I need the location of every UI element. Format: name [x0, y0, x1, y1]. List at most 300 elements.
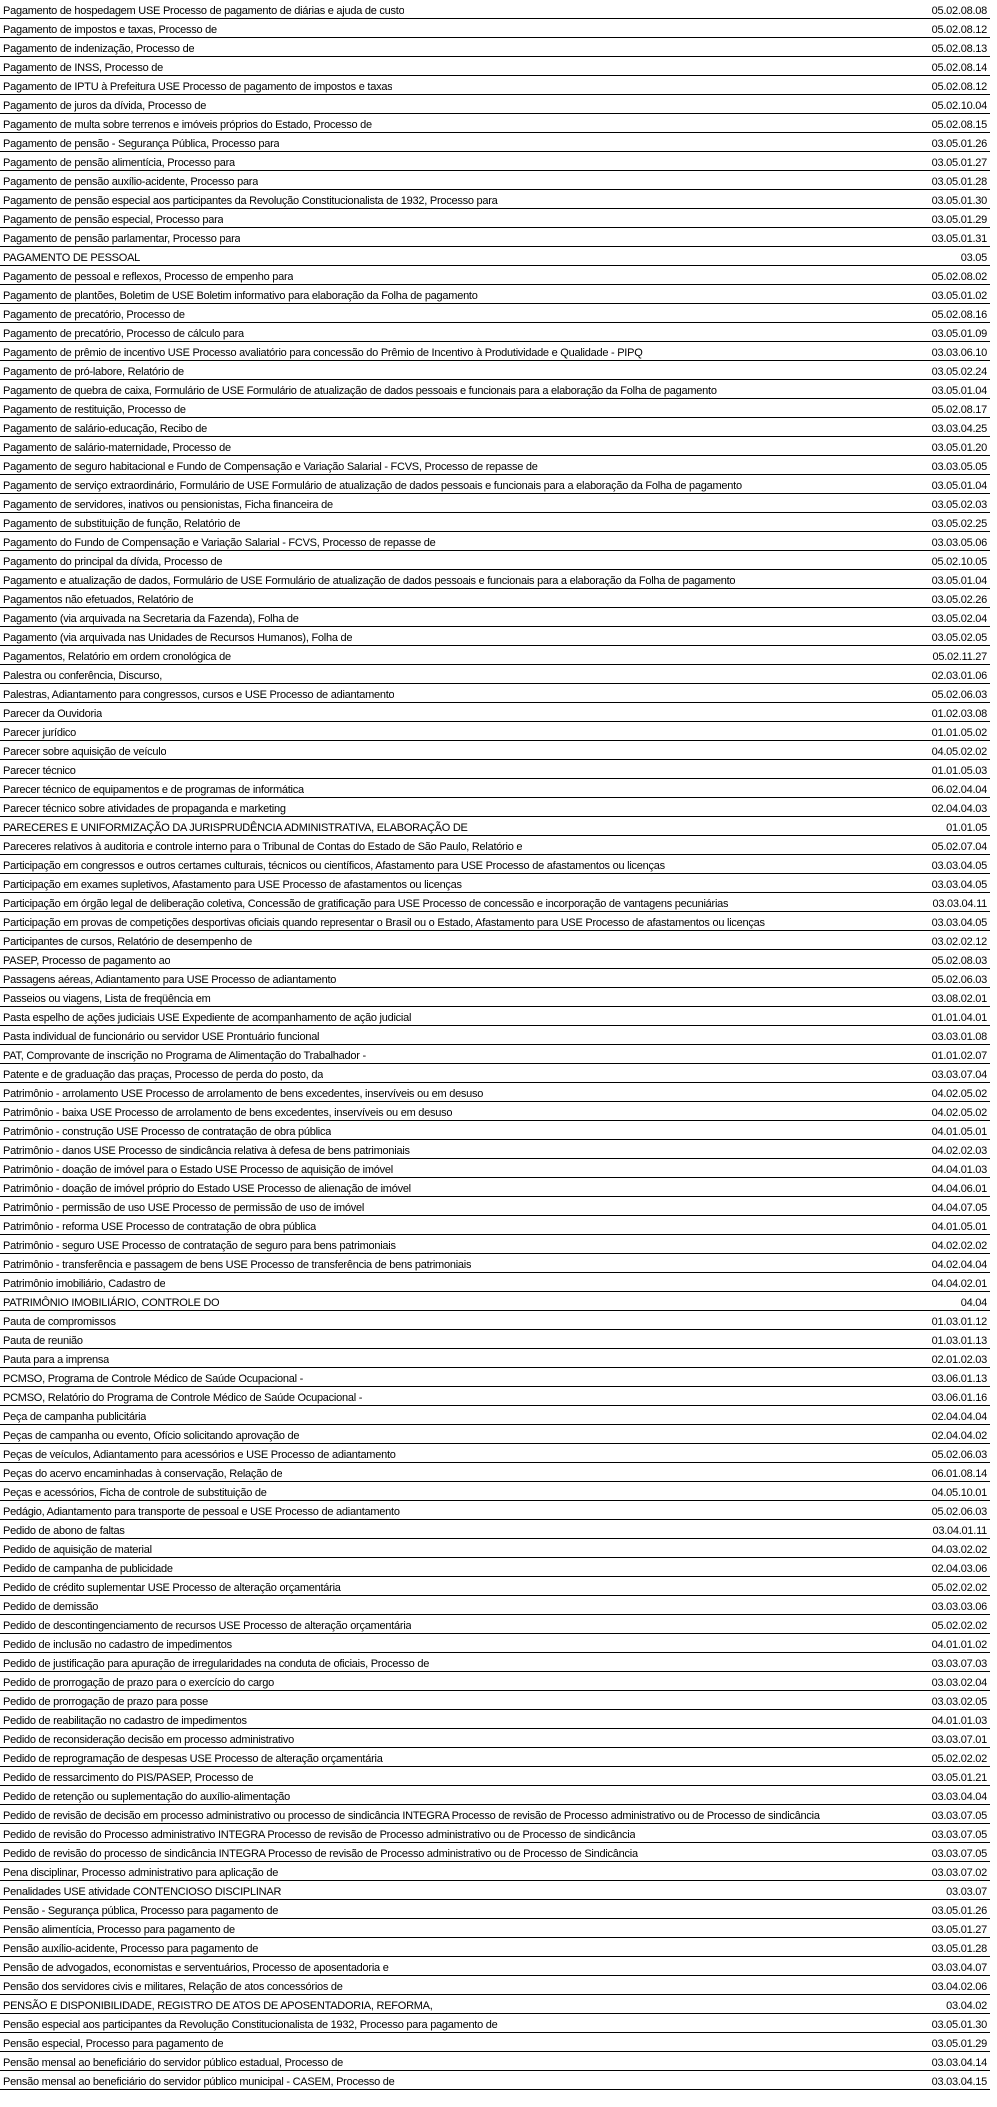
table-row	[0, 893, 990, 912]
table-row	[0, 1463, 990, 1482]
entry-term: Pensão dos servidores civis e militares, Relação de atos concessórios de	[3, 1981, 343, 1993]
table-row	[0, 798, 990, 817]
entry-term: Patrimônio - permissão de uso USE Processo de permissão de uso de imóvel	[3, 1202, 365, 1214]
entry-term: Pasta espelho de ações judiciais USE Expediente de acompanhamento de ação judicial	[3, 1012, 412, 1024]
entry-term: Pagamento de serviço extraordinário, Formulário de USE Formulário de atualização de dados pessoais e funcionais para a elaboração da Folha de pagamento	[3, 480, 742, 492]
table-row	[0, 855, 990, 874]
table-row	[0, 1539, 990, 1558]
entry-code: 03.03.03.06	[931, 1601, 987, 1613]
entry-term: Pedido de abono de faltas	[3, 1525, 125, 1537]
entry-code: 02.04.04.03	[931, 803, 987, 815]
entry-term: Patrimônio - doação de imóvel para o Estado USE Processo de aquisição de imóvel	[3, 1164, 393, 1176]
entry-term: PATRIMÔNIO IMOBILIÁRIO, CONTROLE DO	[3, 1297, 220, 1309]
entry-code: 04.04.06.01	[931, 1183, 987, 1195]
entry-code: 03.03.07.02	[931, 1867, 987, 1879]
entry-code: 01.01.05.03	[931, 765, 987, 777]
entry-code: 04.05.02.02	[931, 746, 987, 758]
entry-term: Passagens aéreas, Adiantamento para USE Processo de adiantamento	[3, 974, 337, 986]
entry-code: 01.01.04.01	[931, 1012, 987, 1024]
entry-code: 03.03.02.04	[931, 1677, 987, 1689]
entry-code: 03.03.04.05	[931, 917, 987, 929]
entry-term: Pedido de prorrogação de prazo para o exercício do cargo	[3, 1677, 274, 1689]
table-row	[0, 1292, 990, 1311]
table-row	[0, 399, 990, 418]
entry-code: 05.02.08.03	[931, 955, 987, 967]
table-row	[0, 1710, 990, 1729]
entry-code: 03.03.04.14	[931, 2057, 987, 2069]
table-row	[0, 228, 990, 247]
entry-term: Pagamento de IPTU à Prefeitura USE Processo de pagamento de impostos e taxas	[3, 81, 393, 93]
table-row	[0, 1273, 990, 1292]
entry-term: Penalidades USE atividade CONTENCIOSO DISCIPLINAR	[3, 1886, 282, 1898]
entry-code: 05.02.08.12	[931, 81, 987, 93]
entry-term: Pagamento (via arquivada na Secretaria da Fazenda), Folha de	[3, 613, 299, 625]
table-row	[0, 551, 990, 570]
table-row	[0, 304, 990, 323]
entry-code: 03.05.01.04	[931, 575, 987, 587]
table-row	[0, 665, 990, 684]
table-row	[0, 1425, 990, 1444]
entry-term: Peça de campanha publicitária	[3, 1411, 147, 1423]
entry-term: PAGAMENTO DE PESSOAL	[3, 252, 141, 264]
entry-term: Pagamento de restituição, Processo de	[3, 404, 186, 416]
entry-term: Pagamento de multa sobre terrenos e imóveis próprios do Estado, Processo de	[3, 119, 372, 131]
table-row	[0, 1615, 990, 1634]
entry-code: 04.02.04.04	[931, 1259, 987, 1271]
entry-code: 03.03.01.08	[931, 1031, 987, 1043]
table-row	[0, 608, 990, 627]
entry-code: 03.05.01.30	[931, 2019, 987, 2031]
entry-code: 03.04.02	[946, 2000, 987, 2012]
entry-term: Patrimônio - transferência e passagem de bens USE Processo de transferência de bens patrimoniais	[3, 1259, 472, 1271]
entry-code: 04.02.05.02	[931, 1107, 987, 1119]
entry-term: Pagamento de pensão auxílio-acidente, Processo para	[3, 176, 259, 188]
entry-code: 03.03.07.03	[931, 1658, 987, 1670]
table-row	[0, 1159, 990, 1178]
table-row	[0, 1786, 990, 1805]
table-row	[0, 114, 990, 133]
entry-term: Pagamento de hospedagem USE Processo de pagamento de diárias e ajuda de custo	[3, 5, 405, 17]
entry-code: 03.03.05.05	[931, 461, 987, 473]
entry-term: Pagamento (via arquivada nas Unidades de Recursos Humanos), Folha de	[3, 632, 353, 644]
table-row	[0, 1178, 990, 1197]
table-row	[0, 1976, 990, 1995]
table-row	[0, 1083, 990, 1102]
table-row	[0, 1064, 990, 1083]
table-row	[0, 741, 990, 760]
entry-code: 05.02.06.03	[931, 689, 987, 701]
entry-term: Pensão alimentícia, Processo para pagamento de	[3, 1924, 235, 1936]
entry-term: Pedido de reabilitação no cadastro de impedimentos	[3, 1715, 247, 1727]
table-row	[0, 589, 990, 608]
entry-term: Pedido de retenção ou suplementação do auxílio-alimentação	[3, 1791, 290, 1803]
table-row	[0, 1938, 990, 1957]
entry-term: Pagamento de salário-educação, Recibo de	[3, 423, 208, 435]
table-row	[0, 209, 990, 228]
table-row	[0, 1045, 990, 1064]
entry-term: Pensão especial aos participantes da Revolução Constitucionalista de 1932, Processo para pagamento de	[3, 2019, 498, 2031]
entry-code: 03.03.04.04	[931, 1791, 987, 1803]
table-row	[0, 2033, 990, 2052]
entry-code: 03.05.01.28	[931, 1943, 987, 1955]
entry-term: Pensão especial, Processo para pagamento de	[3, 2038, 224, 2050]
entry-code: 03.05.02.03	[931, 499, 987, 511]
table-row	[0, 874, 990, 893]
entry-code: 03.05.01.26	[931, 138, 987, 150]
table-row	[0, 1026, 990, 1045]
entry-code: 05.02.02.02	[931, 1753, 987, 1765]
entry-term: Patrimônio - danos USE Processo de sindicância relativa à defesa de bens patrimoniais	[3, 1145, 410, 1157]
entry-term: Pensão de advogados, economistas e serventuários, Processo de aposentadoria e	[3, 1962, 389, 1974]
table-row	[0, 1501, 990, 1520]
entry-term: PENSÃO E DISPONIBILIDADE, REGISTRO DE ATOS DE APOSENTADORIA, REFORMA,	[3, 2000, 433, 2012]
entry-term: Pagamento de salário-maternidade, Processo de	[3, 442, 231, 454]
entry-code: 03.05.01.29	[931, 214, 987, 226]
entry-code: 05.02.06.03	[931, 1449, 987, 1461]
entry-code: 03.03.07.05	[931, 1829, 987, 1841]
entry-code: 04.01.01.02	[931, 1639, 987, 1651]
entry-term: Pedido de revisão do processo de sindicância INTEGRA Processo de revisão de Processo administrativo ou de Processo de Sindicância	[3, 1848, 638, 1860]
entry-term: Pedido de demissão	[3, 1601, 99, 1613]
entry-term: Parecer técnico de equipamentos e de programas de informática	[3, 784, 304, 796]
entry-term: Pagamento de plantões, Boletim de USE Boletim informativo para elaboração da Folha de pagamento	[3, 290, 478, 302]
entry-term: Parecer da Ouvidoria	[3, 708, 102, 720]
entry-code: 03.03.07.01	[931, 1734, 987, 1746]
entry-code: 03.05.01.30	[931, 195, 987, 207]
table-row	[0, 437, 990, 456]
table-row	[0, 1653, 990, 1672]
entry-term: Participação em exames supletivos, Afastamento para USE Processo de afastamentos ou licenças	[3, 879, 462, 891]
table-row	[0, 1197, 990, 1216]
entry-term: Pedido de descontingenciamento de recursos USE Processo de alteração orçamentária	[3, 1620, 412, 1632]
entry-term: Pagamento e atualização de dados, Formulário de USE Formulário de atualização de dados pessoais e funcionais para a elaboração da Folha de pagamento	[3, 575, 736, 587]
table-row	[0, 570, 990, 589]
entry-code: 01.03.01.12	[931, 1316, 987, 1328]
entry-code: 03.06.01.16	[931, 1392, 987, 1404]
entry-code: 02.04.03.06	[931, 1563, 987, 1575]
table-row	[0, 1995, 990, 2014]
table-row	[0, 1368, 990, 1387]
entry-term: Pagamento de prêmio de incentivo USE Processo avaliatório para concessão do Prêmio de Incentivo à Produtividade e Qualidade - PIPQ	[3, 347, 643, 359]
entry-code: 03.05.01.04	[931, 385, 987, 397]
entry-code: 03.05.02.04	[931, 613, 987, 625]
entry-term: Pagamento de precatório, Processo de cálculo para	[3, 328, 244, 340]
table-row	[0, 76, 990, 95]
table-row	[0, 1311, 990, 1330]
table-row	[0, 646, 990, 665]
table-row	[0, 1672, 990, 1691]
table-row	[0, 95, 990, 114]
entry-term: Pedido de campanha de publicidade	[3, 1563, 173, 1575]
table-row	[0, 1748, 990, 1767]
entry-term: Pagamento de indenização, Processo de	[3, 43, 195, 55]
entry-code: 04.04	[960, 1297, 987, 1309]
entry-term: Pensão - Segurança pública, Processo para pagamento de	[3, 1905, 279, 1917]
entry-code: 03.03.02.05	[931, 1696, 987, 1708]
entry-code: 02.01.02.03	[931, 1354, 987, 1366]
table-row	[0, 1577, 990, 1596]
entry-code: 03.05.01.28	[931, 176, 987, 188]
table-row	[0, 2052, 990, 2071]
table-row	[0, 760, 990, 779]
table-row	[0, 950, 990, 969]
entry-term: Pagamento de substituição de função, Relatório de	[3, 518, 241, 530]
table-row	[0, 1140, 990, 1159]
table-row	[0, 1235, 990, 1254]
entry-code: 03.05.02.05	[931, 632, 987, 644]
table-row	[0, 38, 990, 57]
entry-code: 05.02.07.04	[931, 841, 987, 853]
table-row	[0, 57, 990, 76]
entry-code: 04.01.05.01	[931, 1126, 987, 1138]
entry-term: Pagamentos, Relatório em ordem cronológica de	[3, 651, 231, 663]
entry-term: Patrimônio - arrolamento USE Processo de arrolamento de bens excedentes, inservíveis ou em desuso	[3, 1088, 484, 1100]
table-row	[0, 19, 990, 38]
entry-code: 04.02.05.02	[931, 1088, 987, 1100]
entry-term: Patrimônio - doação de imóvel próprio do Estado USE Processo de alienação de imóvel	[3, 1183, 411, 1195]
entry-code: 03.05.01.31	[931, 233, 987, 245]
entry-term: Passeios ou viagens, Lista de freqüência em	[3, 993, 211, 1005]
table-row	[0, 931, 990, 950]
entry-code: 04.01.05.01	[931, 1221, 987, 1233]
table-row	[0, 285, 990, 304]
entry-code: 05.02.02.02	[931, 1620, 987, 1632]
entry-code: 02.04.04.04	[931, 1411, 987, 1423]
entry-term: Peças de veículos, Adiantamento para acessórios e USE Processo de adiantamento	[3, 1449, 396, 1461]
entry-code: 03.05.01.29	[931, 2038, 987, 2050]
entry-code: 05.02.08.08	[931, 5, 987, 17]
entry-term: Participação em provas de competições desportivas oficiais quando representar o Brasil ou o Estado, Afastamento para USE Processo de afastamentos ou licenças	[3, 917, 765, 929]
entry-code: 05.02.10.05	[931, 556, 987, 568]
table-row	[0, 1843, 990, 1862]
table-row	[0, 1558, 990, 1577]
entry-code: 05.02.10.04	[931, 100, 987, 112]
entry-code: 05.02.08.17	[931, 404, 987, 416]
entry-term: Pagamento de pensão especial, Processo para	[3, 214, 224, 226]
entry-term: Pensão auxílio-acidente, Processo para pagamento de	[3, 1943, 259, 1955]
entry-term: Participação em órgão legal de deliberação coletiva, Concessão de gratificação para USE Processo de concessão e incorporação de vantagens pecuniárias	[3, 898, 729, 910]
table-row	[0, 1444, 990, 1463]
entry-code: 03.03.05.06	[931, 537, 987, 549]
entry-code: 05.02.08.12	[931, 24, 987, 36]
entry-code: 01.02.03.08	[931, 708, 987, 720]
entry-term: Parecer sobre aquisição de veículo	[3, 746, 167, 758]
entry-term: Patrimônio - reforma USE Processo de contratação de obra pública	[3, 1221, 316, 1233]
table-row	[0, 988, 990, 1007]
table-row	[0, 361, 990, 380]
entry-code: 04.05.10.01	[931, 1487, 987, 1499]
entry-term: Pena disciplinar, Processo administrativo para aplicação de	[3, 1867, 279, 1879]
entry-term: Pedido de crédito suplementar USE Processo de alteração orçamentária	[3, 1582, 341, 1594]
entry-term: Pagamento de seguro habitacional e Fundo de Compensação e Variação Salarial - FCVS, Processo de repasse de	[3, 461, 538, 473]
entry-term: Pedido de revisão do Processo administrativo INTEGRA Processo de revisão de Processo administrativo ou de Processo de sindicância	[3, 1829, 636, 1841]
entry-code: 03.03.07.04	[931, 1069, 987, 1081]
entry-term: Pagamento de impostos e taxas, Processo de	[3, 24, 217, 36]
entry-code: 03.03.04.25	[931, 423, 987, 435]
table-row	[0, 722, 990, 741]
entry-term: Pedido de justificação para apuração de irregularidades na conduta de oficiais, Processo de	[3, 1658, 430, 1670]
entry-code: 03.05.01.21	[931, 1772, 987, 1784]
entry-term: Pagamento de pró-labore, Relatório de	[3, 366, 184, 378]
entry-code: 05.02.08.15	[931, 119, 987, 131]
entry-term: Pedido de ressarcimento do PIS/PASEP, Processo de	[3, 1772, 254, 1784]
entry-term: Pedido de prorrogação de prazo para posse	[3, 1696, 209, 1708]
entry-term: Pagamento de INSS, Processo de	[3, 62, 164, 74]
entry-code: 03.03.04.15	[931, 2076, 987, 2088]
entry-term: Pagamento de pessoal e reflexos, Processo de empenho para	[3, 271, 294, 283]
entry-code: 05.02.08.13	[931, 43, 987, 55]
entry-term: Pensão mensal ao beneficiário do servidor público municipal - CASEM, Processo de	[3, 2076, 395, 2088]
entry-term: Pauta de compromissos	[3, 1316, 116, 1328]
entry-term: Pagamento do Fundo de Compensação e Variação Salarial - FCVS, Processo de repasse de	[3, 537, 436, 549]
entry-code: 04.04.02.01	[931, 1278, 987, 1290]
table-row	[0, 152, 990, 171]
table-row	[0, 969, 990, 988]
entry-term: Patrimônio - seguro USE Processo de contratação de seguro para bens patrimoniais	[3, 1240, 396, 1252]
table-row	[0, 1767, 990, 1786]
table-row	[0, 1691, 990, 1710]
entry-code: 03.05.02.26	[931, 594, 987, 606]
entry-term: Pedido de revisão de decisão em processo administrativo ou processo de sindicância INTEGRA Processo de revisão de Processo administrativo ou de Processo de sindicância	[3, 1810, 820, 1822]
entry-term: Palestras, Adiantamento para congressos, cursos e USE Processo de adiantamento	[3, 689, 395, 701]
entry-code: 03.03.07	[946, 1886, 987, 1898]
entry-code: 05.02.06.03	[931, 974, 987, 986]
table-row	[0, 1900, 990, 1919]
table-row	[0, 1634, 990, 1653]
entry-term: Pagamento de quebra de caixa, Formulário de USE Formulário de atualização de dados pessoais e funcionais para a elaboração da Folha de pagamento	[3, 385, 717, 397]
table-row	[0, 1007, 990, 1026]
table-row	[0, 1406, 990, 1425]
table-row	[0, 475, 990, 494]
entry-code: 03.05.01.09	[931, 328, 987, 340]
entry-term: Pagamento de juros da dívida, Processo de	[3, 100, 207, 112]
table-row	[0, 190, 990, 209]
table-row	[0, 684, 990, 703]
table-row	[0, 323, 990, 342]
entry-term: Pedido de inclusão no cadastro de impedimentos	[3, 1639, 232, 1651]
entry-term: PASEP, Processo de pagamento ao	[3, 955, 171, 967]
table-row	[0, 1596, 990, 1615]
entry-code: 03.03.04.11	[932, 898, 987, 910]
entry-term: PCMSO, Programa de Controle Médico de Saúde Ocupacional -	[3, 1373, 304, 1385]
table-row	[0, 912, 990, 931]
entry-code: 01.01.02.07	[931, 1050, 987, 1062]
table-row	[0, 1482, 990, 1501]
table-row	[0, 1824, 990, 1843]
entry-code: 03.05.01.27	[931, 157, 987, 169]
entry-term: Pedido de aquisição de material	[3, 1544, 152, 1556]
entry-term: Peças do acervo encaminhadas à conservação, Relação de	[3, 1468, 283, 1480]
table-row	[0, 171, 990, 190]
table-row	[0, 418, 990, 437]
entry-term: Pedido de reconsideração decisão em processo administrativo	[3, 1734, 294, 1746]
table-row	[0, 1957, 990, 1976]
table-row	[0, 1862, 990, 1881]
entry-code: 04.03.02.02	[931, 1544, 987, 1556]
table-row	[0, 1520, 990, 1539]
table-row	[0, 836, 990, 855]
entry-code: 03.06.01.13	[931, 1373, 987, 1385]
entry-code: 04.01.01.03	[931, 1715, 987, 1727]
entry-term: Peças de campanha ou evento, Ofício solicitando aprovação de	[3, 1430, 300, 1442]
entry-code: 03.05	[960, 252, 987, 264]
table-row	[0, 0, 990, 19]
entry-term: PARECERES E UNIFORMIZAÇÃO DA JURISPRUDÊNCIA ADMINISTRATIVA, ELABORAÇÃO DE	[3, 822, 468, 834]
table-row	[0, 1254, 990, 1273]
entry-term: Pagamento de pensão alimentícia, Processo para	[3, 157, 235, 169]
table-row	[0, 1121, 990, 1140]
entry-term: Patente e de graduação das praças, Processo de perda do posto, da	[3, 1069, 324, 1081]
entry-term: Pensão mensal ao beneficiário do servidor público estadual, Processo de	[3, 2057, 343, 2069]
entry-code: 05.02.06.03	[931, 1506, 987, 1518]
entry-code: 04.04.01.03	[931, 1164, 987, 1176]
entry-code: 03.04.02.06	[931, 1981, 987, 1993]
entry-code: 03.03.04.07	[931, 1962, 987, 1974]
entry-code: 03.05.01.26	[931, 1905, 987, 1917]
entry-term: Pagamento de pensão - Segurança Pública, Processo para	[3, 138, 280, 150]
table-row	[0, 513, 990, 532]
entry-code: 06.01.08.14	[931, 1468, 987, 1480]
entry-code: 03.03.07.05	[931, 1810, 987, 1822]
entry-term: Pagamento de pensão parlamentar, Processo para	[3, 233, 241, 245]
entry-code: 05.02.08.02	[931, 271, 987, 283]
entry-term: Pareceres relativos à auditoria e controle interno para o Tribunal de Contas do Estado de São Paulo, Relatório e	[3, 841, 523, 853]
entry-code: 03.08.02.01	[931, 993, 987, 1005]
table-row	[0, 627, 990, 646]
table-row	[0, 1881, 990, 1900]
entry-term: Pedido de reprogramação de despesas USE Processo de alteração orçamentária	[3, 1753, 383, 1765]
entry-code: 03.03.07.05	[931, 1848, 987, 1860]
entry-code: 03.05.02.24	[931, 366, 987, 378]
entry-code: 03.04.01.11	[932, 1525, 987, 1537]
entry-term: Palestra ou conferência, Discurso,	[3, 670, 163, 682]
table-row	[0, 1216, 990, 1235]
table-row	[0, 494, 990, 513]
table-row	[0, 1729, 990, 1748]
entry-term: PAT, Comprovante de inscrição no Programa de Alimentação do Trabalhador -	[3, 1050, 366, 1062]
entry-term: Peças e acessórios, Ficha de controle de substituição de	[3, 1487, 267, 1499]
entry-code: 01.01.05.02	[931, 727, 987, 739]
entry-term: Pagamentos não efetuados, Relatório de	[3, 594, 194, 606]
entry-term: Pedágio, Adiantamento para transporte de pessoal e USE Processo de adiantamento	[3, 1506, 400, 1518]
entry-term: PCMSO, Relatório do Programa de Controle Médico de Saúde Ocupacional -	[3, 1392, 363, 1404]
table-row	[0, 2014, 990, 2033]
entry-code: 01.01.05	[946, 822, 987, 834]
entry-code: 03.02.02.12	[931, 936, 987, 948]
entry-code: 02.04.04.02	[931, 1430, 987, 1442]
table-row	[0, 532, 990, 551]
table-row	[0, 342, 990, 361]
entry-code: 05.02.02.02	[931, 1582, 987, 1594]
entry-term: Patrimônio - baixa USE Processo de arrolamento de bens excedentes, inservíveis ou em desuso	[3, 1107, 453, 1119]
entry-code: 04.02.02.03	[931, 1145, 987, 1157]
entry-code: 03.05.01.20	[931, 442, 987, 454]
entry-code: 06.02.04.04	[931, 784, 987, 796]
table-row	[0, 1805, 990, 1824]
table-row	[0, 1102, 990, 1121]
entry-code: 03.03.04.05	[931, 860, 987, 872]
entry-code: 03.05.01.02	[931, 290, 987, 302]
entry-term: Patrimônio - construção USE Processo de contratação de obra pública	[3, 1126, 332, 1138]
table-row	[0, 779, 990, 798]
entry-code: 02.03.01.06	[931, 670, 987, 682]
entry-term: Patrimônio imobiliário, Cadastro de	[3, 1278, 166, 1290]
entry-code: 04.02.02.02	[931, 1240, 987, 1252]
entry-code: 03.03.04.05	[931, 879, 987, 891]
entry-term: Pagamento de pensão especial aos participantes da Revolução Constitucionalista de 1932, Processo para	[3, 195, 498, 207]
table-row	[0, 817, 990, 836]
entry-term: Pagamento de precatório, Processo de	[3, 309, 185, 321]
